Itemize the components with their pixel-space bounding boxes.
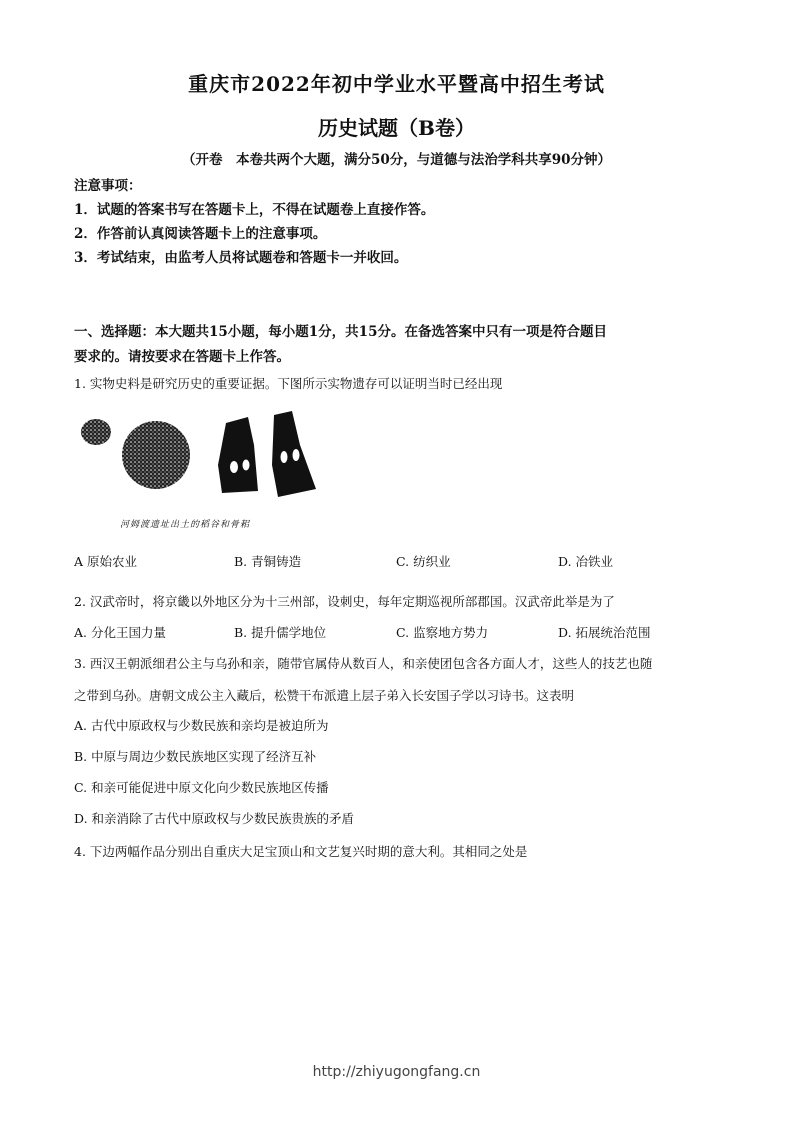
option-d: D. 拓展统治范围 — [558, 625, 651, 640]
rice-and-bone-spade-image — [78, 405, 318, 535]
instruction-item: 1．试题的答案书写在答题卡上，不得在试题卷上直接作答。 — [74, 202, 435, 218]
instruction-item: 2．作答前认真阅读答题卡上的注意事项。 — [74, 226, 327, 242]
instruction-item: 3．考试结束，由监考人员将试题卷和答题卡一并收回。 — [74, 250, 408, 266]
question-2-stem: 2. 汉武帝时，将京畿以外地区分为十三州部，设刺史，每年定期巡视所部郡国。汉武帝此举是为了 — [74, 594, 615, 609]
option-b: B. 提升儒学地位 — [234, 625, 327, 640]
option-c: C. 监察地方势力 — [396, 625, 489, 640]
figure-caption: 河姆渡遗址出土的稻谷和骨耜 — [120, 520, 251, 530]
option-d: D. 冶铁业 — [558, 554, 614, 569]
option-c: C. 纺织业 — [396, 554, 451, 569]
section-heading: 一、选择题：本大题共15小题，每小题1分，共15分。在备选答案中只有一项是符合题目 — [74, 324, 607, 340]
option-c: C. 和亲可能促进中原文化向少数民族地区传播 — [74, 780, 329, 795]
option-d: D. 和亲消除了古代中原政权与少数民族贵族的矛盾 — [74, 811, 355, 826]
question-3-stem: 3. 西汉王朝派细君公主与乌孙和亲，随带官属侍从数百人，和亲使团包含各方面人才，这些人的技艺也随 — [74, 656, 653, 671]
option-a: A 原始农业 — [74, 554, 138, 569]
question-4-stem: 4. 下边两幅作品分别出自重庆大足宝顶山和文艺复兴时期的意大利。其相同之处是 — [74, 844, 528, 859]
option-a: A. 古代中原政权与少数民族和亲均是被迫所为 — [74, 718, 329, 733]
exam-note: （开卷 本卷共两个大题，满分50分，与道德与法治学科共享90分钟） — [181, 152, 612, 168]
option-b: B. 中原与周边少数民族地区实现了经济互补 — [74, 749, 317, 764]
option-b: B. 青铜铸造 — [234, 554, 302, 569]
exam-title: 重庆市2022年初中学业水平暨高中招生考试 — [188, 72, 605, 96]
question-3-stem-cont: 之带到乌孙。唐朝文成公主入藏后，松赞干布派遣上层子弟入长安国子学以习诗书。这表明 — [74, 688, 575, 703]
section-heading-cont: 要求的。请按要求在答题卡上作答。 — [74, 349, 290, 365]
artifact-figure — [78, 405, 318, 535]
exam-subtitle: 历史试题（B卷） — [318, 116, 475, 140]
question-1-stem: 1. 实物史料是研究历史的重要证据。下图所示实物遗存可以证明当时已经出现 — [74, 376, 503, 391]
footer-url: http://zhiyugongfang.cn — [312, 1064, 481, 1080]
option-a: A. 分化王国力量 — [74, 625, 166, 640]
instructions-heading: 注意事项： — [74, 178, 142, 194]
